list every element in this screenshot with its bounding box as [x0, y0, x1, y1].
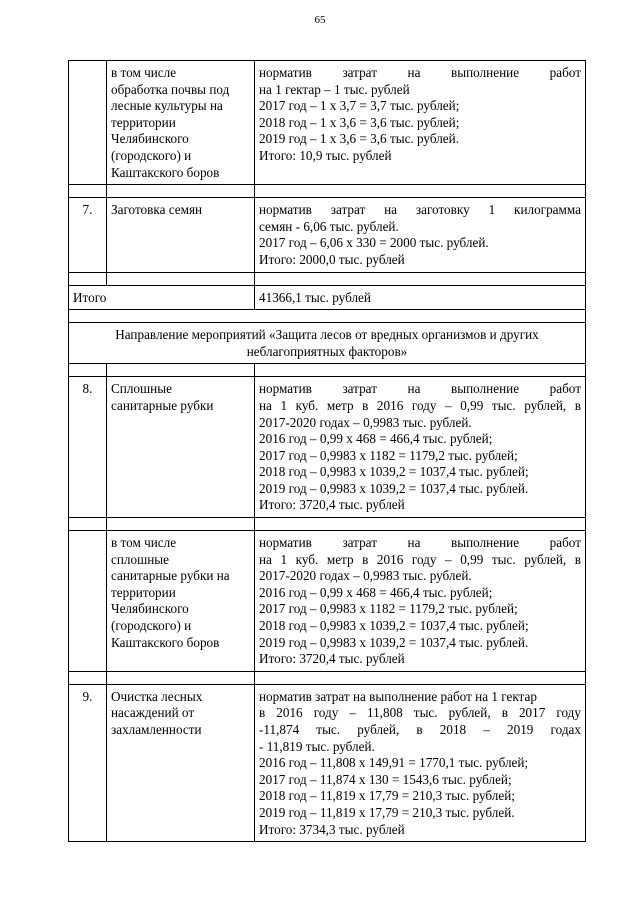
text-line: Очистка лесных — [111, 688, 203, 704]
row-number: 7. — [69, 198, 107, 272]
total-row — [69, 285, 586, 310]
text-line: 2019 год – 0,9983 х 1039,2 = 1037,4 тыс. рублей. — [259, 480, 529, 496]
row-number: 9. — [69, 684, 107, 841]
text-line: захламленности — [111, 722, 202, 737]
text-line: норматив затрат на заготовку 1 килограмма — [259, 202, 581, 218]
text-line: санитарные рубки на — [111, 568, 230, 584]
text-line: 2018 год – 0,9983 х 1039,2 = 1037,4 тыс. рублей; — [259, 464, 529, 480]
text-line: 2018 год – 11,819 х 17,79 = 210,3 тыс. рублей; — [259, 788, 515, 804]
text-line: Сплошные — [111, 381, 172, 397]
text-line: 2017-2020 годах – 0,9983 тыс. рублей. — [259, 414, 472, 430]
table-row — [69, 684, 586, 841]
text-line: (городского) и — [111, 147, 192, 163]
text-line: Итого: 3734,3 тыс. рублей — [259, 821, 405, 837]
text-line: территории — [111, 584, 176, 600]
text-line: 2016 год – 11,808 х 149,91 = 1770,1 тыс. рублей; — [259, 755, 529, 771]
text-line: на 1 куб. метр в 2016 году – 0,99 тыс. рублей, в — [259, 551, 581, 567]
text-line: - 11,819 тыс. рублей. — [259, 738, 375, 754]
text-line: территории — [111, 114, 176, 130]
text-line: норматив затрат на выполнение работ — [259, 65, 581, 80]
text-line: лесные культуры на — [111, 98, 223, 114]
table-row — [69, 61, 586, 185]
text-line: Каштакского боров — [111, 164, 220, 180]
text-line: в том числе — [111, 535, 177, 551]
text-line: (городского) и — [111, 618, 192, 634]
text-line: обработка почвы под — [111, 81, 230, 97]
total-label: Итого — [69, 285, 255, 310]
text-line: насаждений от — [111, 705, 195, 721]
activity-name — [107, 198, 255, 272]
text-line: норматив затрат на выполнение работ — [259, 381, 581, 397]
activity-name — [107, 684, 255, 841]
text-line: 2018 год – 1 х 3,6 = 3,6 тыс. рублей; — [259, 114, 460, 130]
text-line: Челябинского — [111, 131, 189, 147]
table-row — [69, 198, 586, 272]
table-row — [69, 531, 586, 672]
expense-table — [68, 60, 586, 842]
activity-name — [107, 531, 255, 672]
page-number: 65 — [314, 14, 326, 26]
cost-description — [255, 377, 586, 518]
activity-name — [107, 377, 255, 518]
cost-description — [255, 531, 586, 672]
section-heading: Направление мероприятий «Защита лесов от вредных организмов и других неблагоприятных факторов» — [69, 323, 586, 364]
section-row — [69, 323, 586, 364]
text-line: норматив затрат на выполнение работ на 1 гектар — [259, 688, 537, 704]
text-line: Челябинского — [111, 601, 189, 617]
text-line: сплошные — [111, 551, 170, 567]
text-line: Итого: 10,9 тыс. рублей — [259, 147, 392, 163]
text-line: Итого: 2000,0 тыс. рублей — [259, 251, 405, 267]
text-line: 2017 год – 1 х 3,7 = 3,7 тыс. рублей; — [259, 98, 460, 114]
row-number — [69, 61, 107, 185]
activity-name — [107, 61, 255, 185]
text-line: 2019 год – 0,9983 х 1039,2 = 1037,4 тыс. рублей. — [259, 634, 529, 650]
row-number — [69, 531, 107, 672]
text-line: 2017 год – 0,9983 х 1182 = 1179,2 тыс. рублей; — [259, 447, 518, 463]
text-line: 2017 год – 6,06 х 330 = 2000 тыс. рублей. — [259, 235, 489, 251]
text-line: в 2016 году – 11,808 тыс. рублей, в 2017 году — [259, 705, 581, 721]
cost-description — [255, 198, 586, 272]
text-line: Итого: 3720,4 тыс. рублей — [259, 651, 405, 667]
cost-description — [255, 684, 586, 841]
text-line: 2017 год – 11,874 х 130 = 1543,6 тыс. рублей; — [259, 771, 512, 787]
text-line: Каштакского боров — [111, 634, 220, 650]
total-value: 41366,1 тыс. рублей — [255, 285, 586, 310]
text-line: 2017 год – 0,9983 х 1182 = 1179,2 тыс. рублей; — [259, 601, 518, 617]
table-row — [69, 377, 586, 518]
text-line: на 1 куб. метр в 2016 году – 0,99 тыс. рублей, в — [259, 397, 581, 413]
text-line: Итого: 3720,4 тыс. рублей — [259, 497, 405, 513]
text-line: норматив затрат на выполнение работ — [259, 535, 581, 551]
text-line: на 1 гектар – 1 тыс. рублей — [259, 81, 410, 97]
text-line: семян - 6,06 тыс. рублей. — [259, 218, 399, 234]
text-line: -11,874 тыс. рублей, в 2018 – 2019 годах — [259, 722, 581, 737]
text-line: 2016 год – 0,99 х 468 = 466,4 тыс. рублей; — [259, 431, 493, 447]
text-line: 2016 год – 0,99 х 468 = 466,4 тыс. рублей; — [259, 584, 493, 600]
text-line: Заготовка семян — [111, 202, 203, 218]
text-line: 2018 год – 0,9983 х 1039,2 = 1037,4 тыс. рублей; — [259, 618, 529, 634]
text-line: 2019 год – 11,819 х 17,79 = 210,3 тыс. рублей. — [259, 804, 515, 820]
text-line: в том числе — [111, 65, 177, 80]
text-line: 2017-2020 годах – 0,9983 тыс. рублей. — [259, 568, 472, 584]
text-line: 2019 год – 1 х 3,6 = 3,6 тыс. рублей. — [259, 131, 460, 147]
cost-description — [255, 61, 586, 185]
row-number: 8. — [69, 377, 107, 518]
text-line: санитарные рубки — [111, 397, 214, 413]
